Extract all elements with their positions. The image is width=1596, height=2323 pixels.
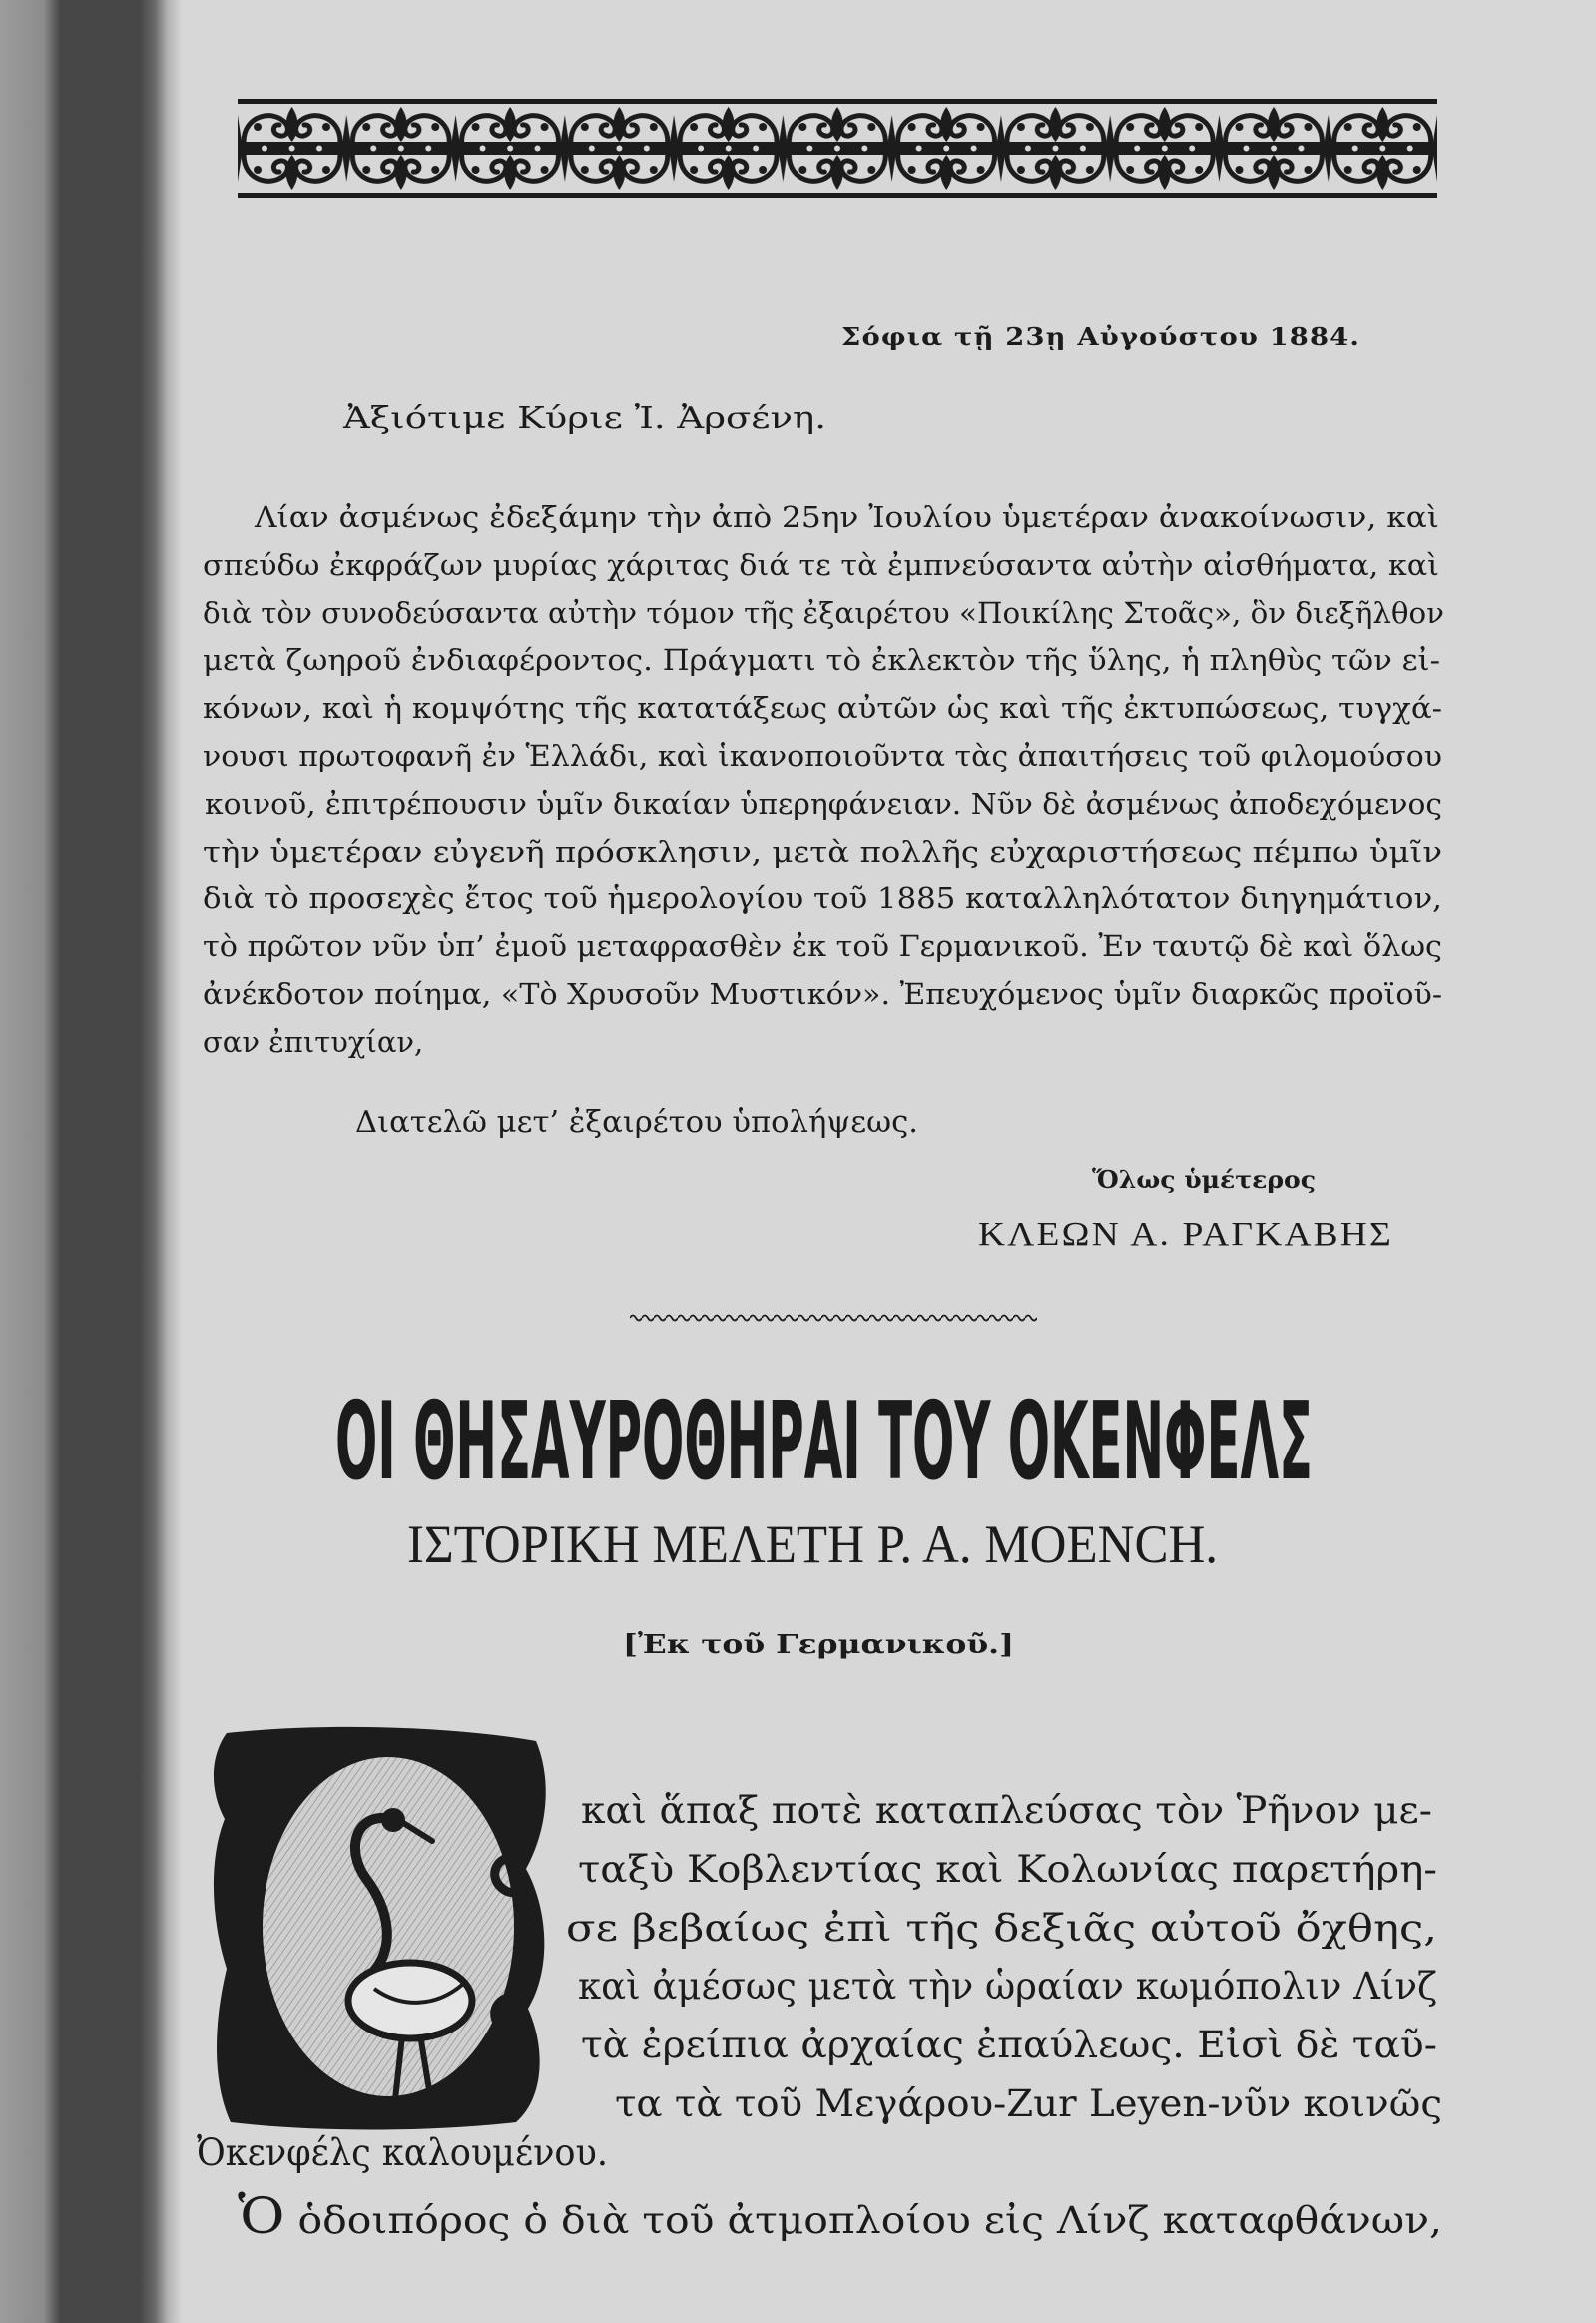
letter-body-line-text: τὴν ὑμετέραν εὐγενῆ πρόσκλησιν, μετὰ πολλῆς εὐχαριστήσεως πέμπω ὑμῖν bbox=[203, 835, 1443, 869]
letter-body-line-text: Λίαν ἀσμένως ἐδεξάμην τὴν ἀπὸ 25ην Ἰουλίου ὑμετέραν ἀνακοίνωσιν, καὶ bbox=[255, 500, 1439, 534]
letter-body-line-text: κοινοῦ, ἐπιτρέπουσιν ὑμῖν δικαίαν ὑπερηφάνειαν. Νῦν δὲ ἀσμένως ἀποδεχόμενος bbox=[205, 787, 1443, 821]
article-body-line-text: ταξὺ Κοβλεντίας καὶ Κολωνίας παρετήρη- bbox=[578, 1848, 1437, 1891]
article-body-line-text: Ὀκενφέλς καλουμένου. bbox=[197, 2131, 609, 2174]
letter-body-line bbox=[203, 923, 1442, 969]
article-body-line bbox=[615, 2077, 1442, 2131]
letter-body-line bbox=[203, 733, 1442, 779]
drop-cap-initial bbox=[197, 1719, 561, 2134]
article-source-note bbox=[623, 1627, 1014, 1663]
article-body-line-text: Ὁ ὁδοιπόρος ὁ διὰ τοῦ ἀτμοπλοίου εἰς Λίνζ καταφθάνων, bbox=[238, 2187, 1442, 2245]
book-binding-shadow bbox=[0, 0, 182, 2323]
article-body-line bbox=[578, 1843, 1437, 1897]
letter-body-line bbox=[203, 590, 1444, 636]
letter-salutation-text: Ἀξιότιμε Κύριε Ἰ. Ἀρσένη. bbox=[343, 401, 826, 436]
letter-body-line bbox=[205, 781, 1442, 827]
letter-closing bbox=[355, 1102, 918, 1144]
article-body-line-text: τὰ ἐρείπια ἀρχαίας ἐπαύλεως. Εἰσὶ δὲ ταῦ- bbox=[581, 2024, 1437, 2066]
article-body-line bbox=[581, 1784, 1432, 1838]
letter-body-line bbox=[255, 494, 1439, 540]
letter-body-line-text: διὰ τὸ προσεχὲς ἔτος τοῦ ἡμερολογίου τοῦ 1885 καταλληλότατον διηγημάτιον, bbox=[203, 881, 1442, 915]
letter-body-line-text: σαν ἐπιτυχίαν, bbox=[203, 1025, 424, 1059]
letter-body-line-text: μετὰ ζωηροῦ ἐνδιαφέροντος. Πράγματι τὸ ἐκλεκτὸν τῆς ὕλης, ἡ πληθὺς τῶν εἰ- bbox=[203, 643, 1441, 677]
article-subtitle-text: ΙΣΤΟΡΙΚΗ ΜΕΛΕΤΗ Ρ. Α. ΜΟΕΝCΗ. bbox=[407, 1514, 1219, 1574]
letter-dateline bbox=[841, 320, 1360, 354]
letter-body-line-text: διὰ τὸν συνοδεύσαντα αὐτὴν τόμον τῆς ἐξαιρέτου «Ποικίλης Στοᾶς», ὃν διεξῆλθον bbox=[203, 596, 1444, 630]
article-body-line bbox=[197, 2126, 608, 2180]
letter-body-line bbox=[203, 829, 1442, 874]
letter-body-line bbox=[203, 542, 1439, 588]
letter-signature bbox=[978, 1212, 1393, 1258]
letter-body-line bbox=[203, 1019, 602, 1065]
article-title-text: ΟΙ ΘΗΣΑΥΡΟΘΗΡΑΙ ΤΟΥ ΟΚΕΝΦΕΛΣ bbox=[335, 1380, 1313, 1504]
letter-salutation bbox=[343, 400, 826, 438]
article-body-line-text: τα τὰ τοῦ Μεγάρου-Zur Leyen-νῦν κοινῶς bbox=[615, 2082, 1443, 2125]
article-body-line bbox=[566, 1902, 1437, 1956]
article-body-line-text: σε βεβαίως ἐπὶ τῆς δεξιᾶς αὐτοῦ ὄχθης, bbox=[566, 1907, 1437, 1950]
letter-body-line-text: σπεύδω ἐκφράζων μυρίας χάριτας διά τε τὰ ἐμπνεύσαντα αὐτὴν αἰσθήματα, καὶ bbox=[203, 548, 1440, 582]
header-ornament-band bbox=[238, 97, 1437, 200]
letter-body-line-text: ἀνέκδοτον ποίημα, «Τὸ Χρυσοῦν Μυστικόν». Ἐπευχόμενος ὑμῖν διαρκῶς προϊοῦ- bbox=[203, 977, 1443, 1011]
letter-sign-off-text: Ὅλως ὑμέτερος bbox=[1092, 1165, 1317, 1194]
letter-closing-text: Διατελῶ μετ’ ἐξαιρέτου ὑπολήψεως. bbox=[355, 1105, 919, 1140]
letter-body-line bbox=[203, 875, 1442, 921]
letter-body-line-text: νουσι πρωτοφανῆ ἐν Ἑλλάδι, καὶ ἱκανοποιοῦντα τὰς ἀπαιτήσεις τοῦ φιλομούσου bbox=[203, 739, 1442, 773]
letter-body-line-text: κόνων, καὶ ἡ κομψότης τῆς κατατάξεως αὐτῶν ὡς καὶ τῆς ἐκτυπώσεως, τυγχά- bbox=[203, 691, 1443, 725]
article-body-line bbox=[581, 2019, 1437, 2072]
article-title bbox=[335, 1380, 1313, 1504]
letter-dateline-text: Σόφια τῇ 23ῃ Αὐγούστου 1884. bbox=[841, 322, 1361, 351]
article-subtitle bbox=[407, 1514, 1218, 1574]
article-body-line bbox=[578, 1960, 1437, 2014]
letter-body-line bbox=[203, 637, 1440, 683]
article-body-line-text: καὶ ἀμέσως μετὰ τὴν ὡραίαν κωμόπολιν Λίνζ bbox=[578, 1965, 1438, 2008]
wavy-divider bbox=[630, 1310, 1037, 1326]
letter-body-line-text: τὸ πρῶτον νῦν ὑπ’ ἐμοῦ μεταφρασθὲν ἐκ τοῦ Γερμανικοῦ. Ἐν ταυτῷ δὲ καὶ ὅλως bbox=[203, 929, 1443, 963]
article-body-line-text: καὶ ἅπαξ ποτὲ καταπλεύσας τὸν Ῥῆνον με- bbox=[581, 1789, 1432, 1832]
letter-sign-off bbox=[1092, 1162, 1316, 1198]
article-source-note-text: [Ἐκ τοῦ Γερμανικοῦ.] bbox=[623, 1630, 1014, 1660]
letter-body-line bbox=[203, 685, 1442, 731]
letter-signature-text: ΚΛΕΩΝ Α. ΡΑΓΚΑΒΗΣ bbox=[978, 1216, 1393, 1253]
article-body-line bbox=[238, 2189, 1442, 2243]
letter-body-line bbox=[203, 971, 1442, 1017]
